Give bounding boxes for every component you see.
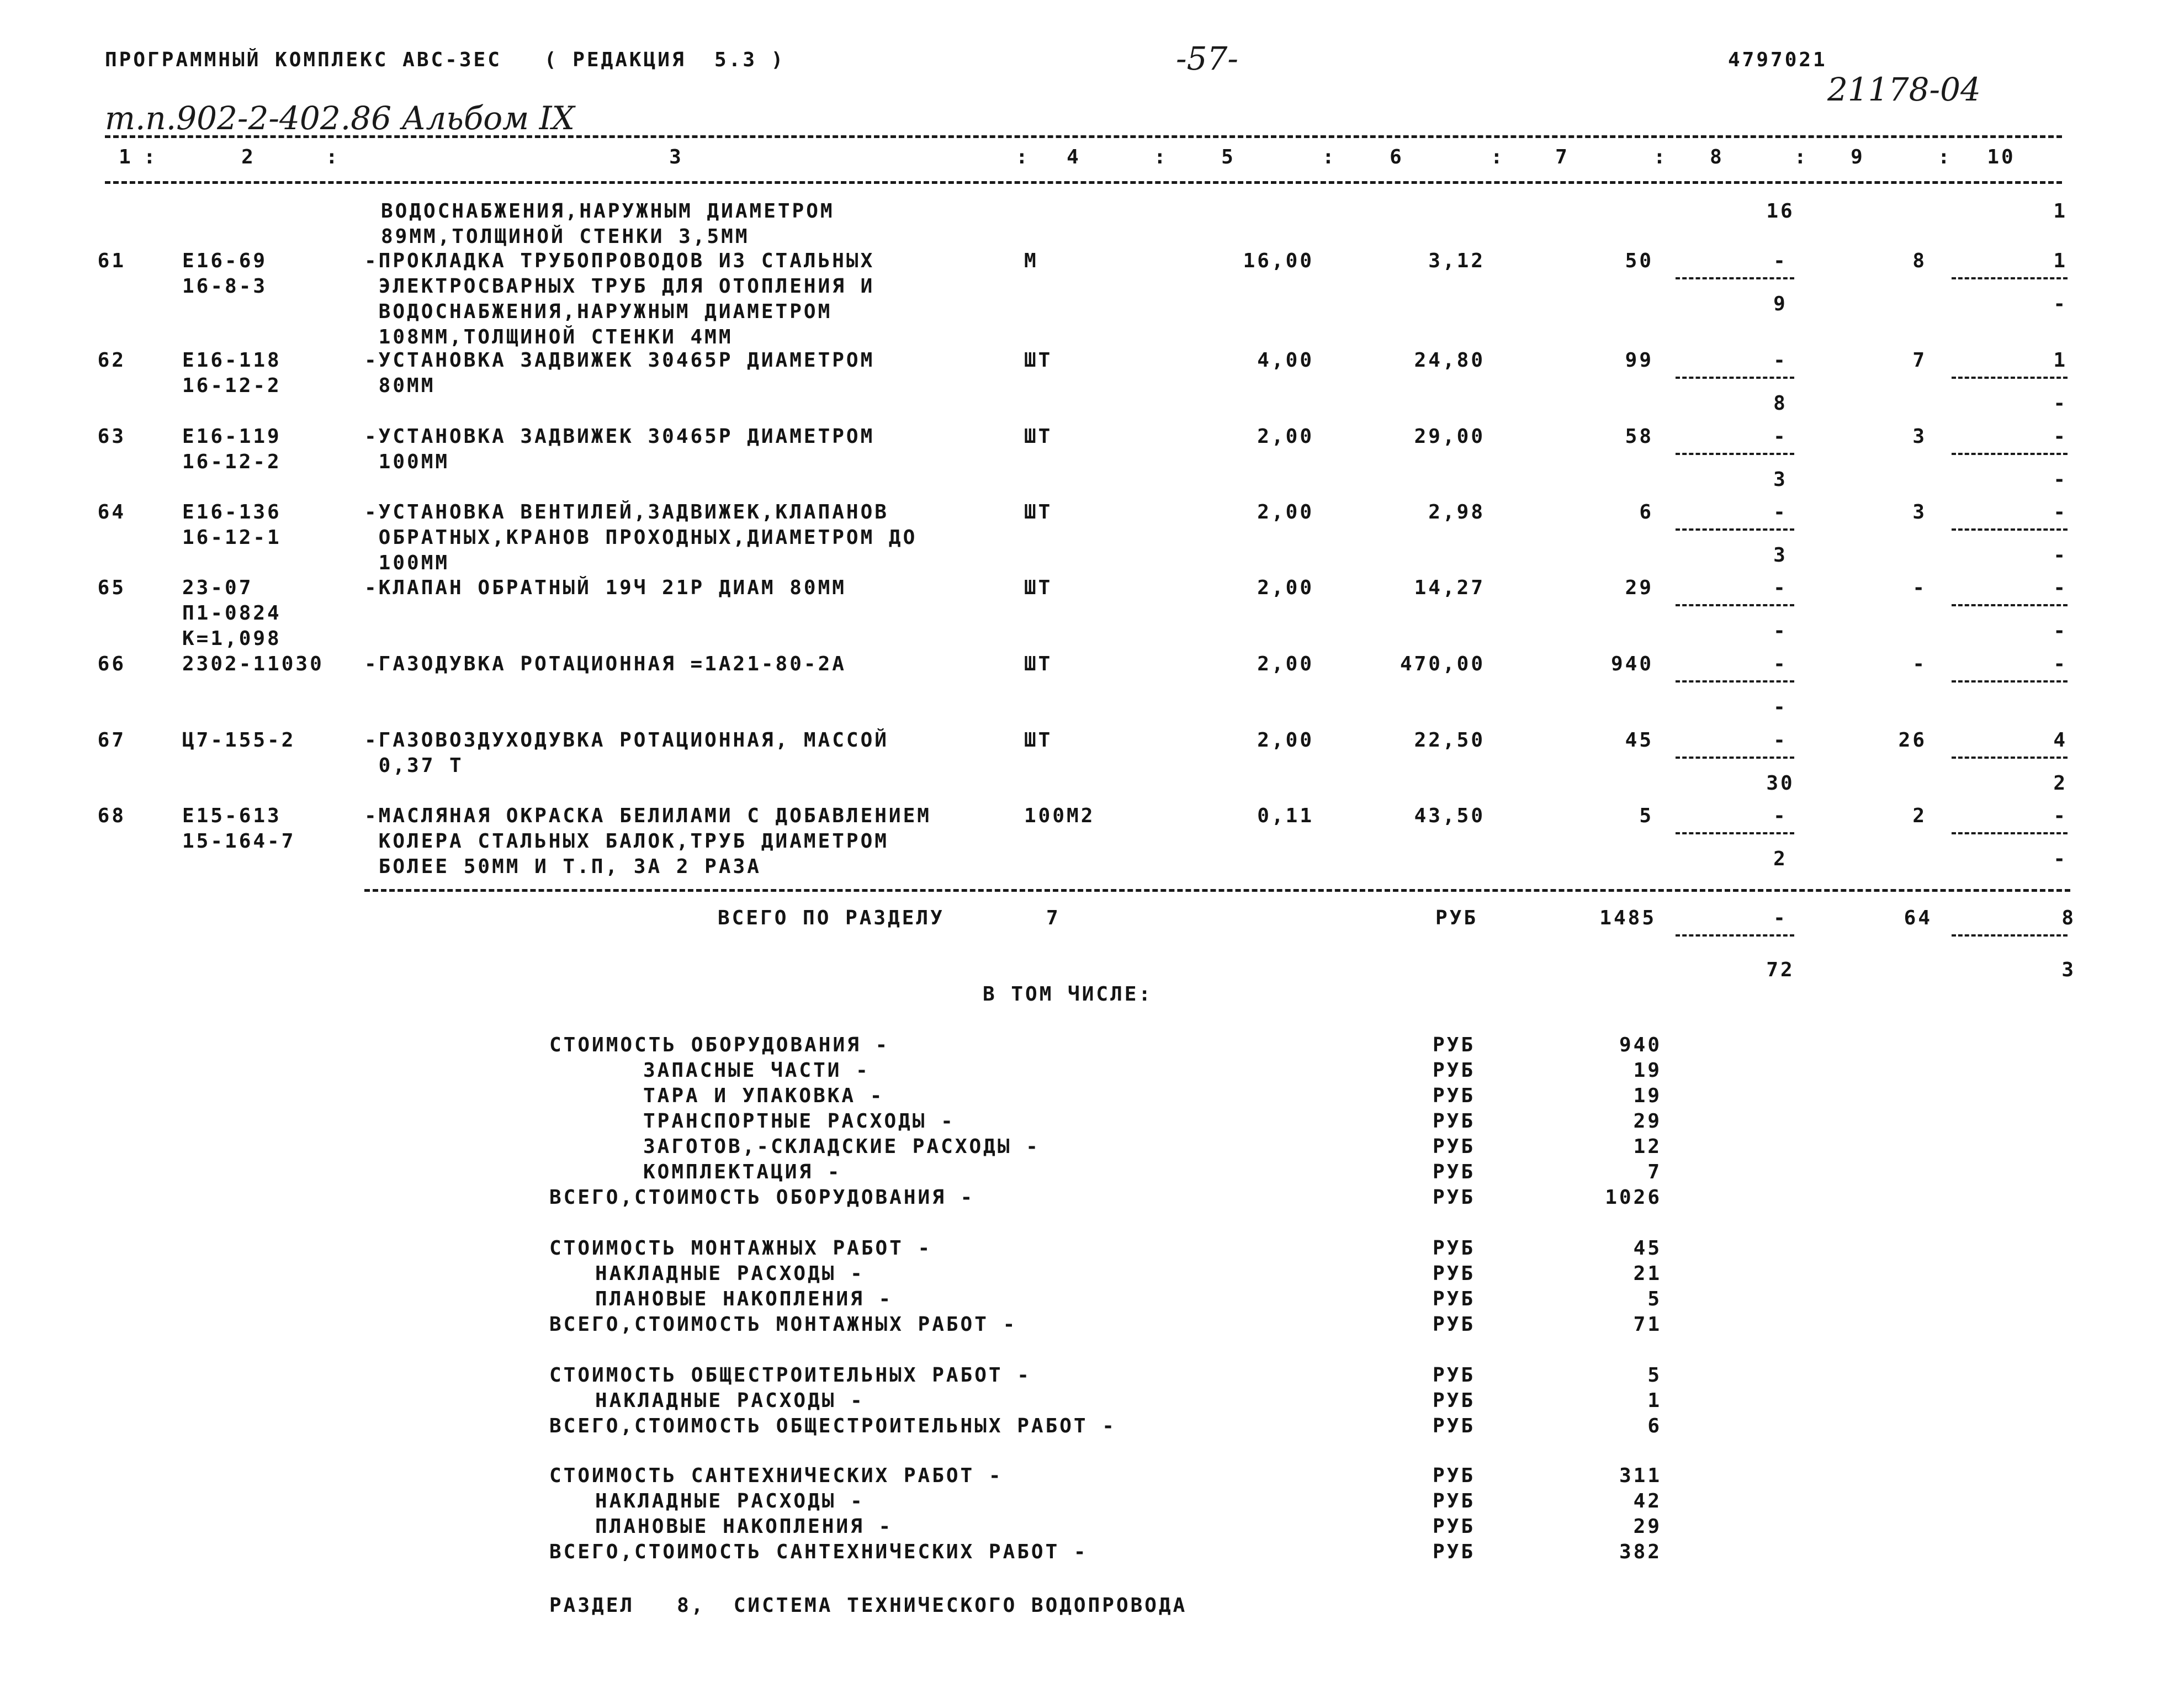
work-description: 100ММ (364, 451, 450, 473)
work-description: -ГАЗОВОЗДУХОДУВКА РОТАЦИОННАЯ, МАССОЙ (364, 729, 889, 752)
section-total-col8: - (1773, 907, 1788, 929)
rate-code: 16-12-2 (182, 374, 282, 397)
work-description: 108ММ,ТОЛЩИНОЙ СТЕНКИ 4ММ (364, 326, 733, 348)
col8-fraction-rule (1676, 453, 1794, 455)
work-description: -КЛАПАН ОБРАТНЫЙ 19Ч 21Р ДИАМ 80ММ (364, 576, 846, 599)
summary-value: 5 (1647, 1364, 1662, 1387)
unit: ШТ (1024, 653, 1053, 675)
summary-unit: РУБ (1433, 1541, 1476, 1563)
col9-value: 26 (1898, 729, 1927, 752)
rate-code: Е16-136 (182, 501, 282, 523)
rate-code: Е16-119 (182, 425, 282, 448)
total-cost: 29 (1625, 576, 1653, 599)
quantity: 2,00 (1257, 653, 1314, 675)
total-cost: 940 (1610, 653, 1653, 675)
col10-fraction-rule (1952, 277, 2068, 279)
col8-subvalue: 30 (1766, 772, 1795, 795)
col10-fraction-rule (1952, 832, 2068, 834)
summary-value: 6 (1647, 1415, 1662, 1437)
col8-subvalue: 8 (1773, 392, 1788, 415)
col9-value: 3 (1912, 501, 1927, 523)
quantity: 2,00 (1257, 576, 1314, 599)
work-description: -ПРОКЛАДКА ТРУБОПРОВОДОВ ИЗ СТАЛЬНЫХ (364, 250, 875, 272)
row-number: 63 (97, 425, 126, 448)
summary-label: ЗАГОТОВ,-СКЛАДСКИЕ РАСХОДЫ - (643, 1135, 1040, 1158)
rate-code: 16-12-1 (182, 526, 282, 549)
summary-unit: РУБ (1433, 1135, 1476, 1158)
total-cost: 5 (1639, 805, 1653, 827)
summary-value: 382 (1619, 1541, 1662, 1563)
column-header: 5 (1221, 146, 1236, 168)
column-header: 8 (1710, 146, 1724, 168)
summary-value: 29 (1633, 1515, 1662, 1538)
summary-value: 940 (1619, 1034, 1662, 1056)
column-header: 4 (1067, 146, 1081, 168)
col9-value: 7 (1912, 349, 1927, 372)
summary-unit: РУБ (1433, 1490, 1476, 1512)
summary-unit: РУБ (1433, 1313, 1476, 1336)
col8-fraction-rule (1676, 757, 1794, 759)
column-header: 1 (119, 146, 133, 168)
rate-code: Е16-118 (182, 349, 282, 372)
summary-label: ТАРА И УПАКОВКА - (643, 1085, 884, 1107)
section-total-number: 7 (1046, 907, 1061, 929)
summary-label: НАКЛАДНЫЕ РАСХОДЫ - (595, 1262, 865, 1285)
col10-value: - (2053, 653, 2068, 675)
summary-value: 45 (1633, 1237, 1662, 1260)
summary-label: ВСЕГО,СТОИМОСТЬ ОБОРУДОВАНИЯ - (549, 1186, 975, 1209)
quantity: 2,00 (1257, 501, 1314, 523)
work-description: БОЛЕЕ 50ММ И Т.П, ЗА 2 РАЗА (364, 855, 761, 878)
col8-subvalue: - (1773, 620, 1788, 642)
program-title: ПРОГРАММНЫЙ КОМПЛЕКС АВС-3ЕС ( РЕДАКЦИЯ 5.3 ) (105, 49, 786, 71)
summary-label: ТРАНСПОРТНЫЕ РАСХОДЫ - (643, 1110, 955, 1133)
work-description: -МАСЛЯНАЯ ОКРАСКА БЕЛИЛАМИ С ДОБАВЛЕНИЕМ (364, 805, 931, 827)
row-number: 61 (97, 250, 126, 272)
col8-fraction-rule (1676, 680, 1794, 683)
unit-price: 3,12 (1428, 250, 1485, 272)
rate-code: П1-0824 (182, 602, 282, 625)
work-description: -УСТАНОВКА ЗАДВИЖЕК 30465Р ДИАМЕТРОМ (364, 425, 875, 448)
row-number: 66 (97, 653, 126, 675)
col8-subvalue: 2 (1773, 848, 1788, 870)
col8-fraction-rule (1676, 528, 1794, 531)
rate-code: К=1,098 (182, 627, 282, 650)
summary-label: ПЛАНОВЫЕ НАКОПЛЕНИЯ - (595, 1515, 893, 1538)
col8-subvalue: 3 (1773, 544, 1788, 567)
summary-label: ВСЕГО,СТОИМОСТЬ САНТЕХНИЧЕСКИХ РАБОТ - (549, 1541, 1088, 1563)
summary-unit: РУБ (1433, 1237, 1476, 1260)
column-separator: : (1154, 146, 1168, 168)
column-separator: : (326, 146, 340, 168)
work-description: 80ММ (364, 374, 436, 397)
col8-value: - (1773, 425, 1788, 448)
work-description: ВОДОСНАБЖЕНИЯ,НАРУЖНЫМ ДИАМЕТРОМ (364, 300, 833, 323)
summary-unit: РУБ (1433, 1059, 1476, 1082)
summary-unit: РУБ (1433, 1364, 1476, 1387)
col8-value: 16 (1766, 200, 1795, 223)
unit: ШТ (1024, 501, 1053, 523)
row-number: 67 (97, 729, 126, 752)
section-total-unit: РУБ (1435, 907, 1478, 929)
column-separator: : (1322, 146, 1337, 168)
total-cost: 58 (1625, 425, 1653, 448)
section-separator-rule (364, 889, 2070, 892)
work-description: ЭЛЕКТРОСВАРНЫХ ТРУБ ДЛЯ ОТОПЛЕНИЯ И (364, 275, 875, 298)
rate-code: Е16-69 (182, 250, 268, 272)
summary-label: ЗАПАСНЫЕ ЧАСТИ - (643, 1059, 870, 1082)
section-total-col8-sub: 72 (1766, 959, 1795, 981)
summary-value: 7 (1647, 1161, 1662, 1183)
total-cost: 99 (1625, 349, 1653, 372)
column-separator: : (1016, 146, 1030, 168)
summary-value: 71 (1633, 1313, 1662, 1336)
col10-fraction-rule (1952, 757, 2068, 759)
col8-value: - (1773, 250, 1788, 272)
col9-value: 3 (1912, 425, 1927, 448)
unit-price: 22,50 (1414, 729, 1485, 752)
unit-price: 14,27 (1414, 576, 1485, 599)
total-cost: 45 (1625, 729, 1653, 752)
summary-unit: РУБ (1433, 1515, 1476, 1538)
including-title: В ТОМ ЧИСЛЕ: (983, 983, 1153, 1006)
next-section-title: РАЗДЕЛ 8, СИСТЕМА ТЕХНИЧЕСКОГО ВОДОПРОВОДА (549, 1594, 1188, 1617)
col10-subvalue: - (2053, 468, 2068, 491)
total-cost: 6 (1639, 501, 1653, 523)
summary-value: 1026 (1605, 1186, 1662, 1209)
col10-subvalue: - (2053, 392, 2068, 415)
col8-value: - (1773, 653, 1788, 675)
col10-fraction-rule (1952, 453, 2068, 455)
col8-fraction-rule (1676, 832, 1794, 834)
col8-value: - (1773, 805, 1788, 827)
col9-value: - (1912, 576, 1927, 599)
col10-value: 1 (2053, 250, 2068, 272)
table-top-rule (105, 135, 2062, 138)
quantity: 16,00 (1243, 250, 1314, 272)
section-total-col10-rule (1952, 934, 2068, 937)
column-header: 7 (1555, 146, 1570, 168)
summary-value: 29 (1633, 1110, 1662, 1133)
quantity: 2,00 (1257, 729, 1314, 752)
col10-fraction-rule (1952, 528, 2068, 531)
summary-value: 311 (1619, 1464, 1662, 1487)
col10-subvalue: 2 (2053, 772, 2068, 795)
handwritten-code: 21178-04 (1827, 71, 1981, 108)
work-description: -ГАЗОДУВКА РОТАЦИОННАЯ =1А21-80-2А (364, 653, 846, 675)
col8-value: - (1773, 349, 1788, 372)
summary-label: НАКЛАДНЫЕ РАСХОДЫ - (595, 1490, 865, 1512)
section-total-label: ВСЕГО ПО РАЗДЕЛУ (718, 907, 945, 929)
rate-code: 15-164-7 (182, 830, 296, 853)
summary-unit: РУБ (1433, 1085, 1476, 1107)
summary-label: НАКЛАДНЫЕ РАСХОДЫ - (595, 1389, 865, 1412)
col10-subvalue: - (2053, 293, 2068, 315)
unit: ШТ (1024, 425, 1053, 448)
col8-subvalue: 3 (1773, 468, 1788, 491)
col8-fraction-rule (1676, 277, 1794, 279)
col10-subvalue: - (2053, 848, 2068, 870)
column-separator: : (1653, 146, 1668, 168)
summary-unit: РУБ (1433, 1389, 1476, 1412)
summary-unit: РУБ (1433, 1415, 1476, 1437)
row-number: 62 (97, 349, 126, 372)
rate-code: 2302-11030 (182, 653, 324, 675)
summary-value: 5 (1647, 1288, 1662, 1310)
column-separator: : (1794, 146, 1809, 168)
rate-code: 23-07 (182, 576, 253, 599)
work-description: ОБРАТНЫХ,КРАНОВ ПРОХОДНЫХ,ДИАМЕТРОМ ДО (364, 526, 918, 549)
col9-value: - (1912, 653, 1927, 675)
rate-code: Ц7-155-2 (182, 729, 296, 752)
section-total-value: 1485 (1599, 907, 1656, 929)
col8-value: - (1773, 501, 1788, 523)
section-total-col10-sub: 3 (2061, 959, 2076, 981)
summary-label: КОМПЛЕКТАЦИЯ - (643, 1161, 842, 1183)
col8-subvalue: - (1773, 696, 1788, 718)
summary-value: 12 (1633, 1135, 1662, 1158)
column-separator: : (144, 146, 158, 168)
rate-code: 16-12-2 (182, 451, 282, 473)
summary-unit: РУБ (1433, 1288, 1476, 1310)
column-header: 6 (1390, 146, 1404, 168)
col8-fraction-rule (1676, 377, 1794, 379)
col8-value: - (1773, 576, 1788, 599)
summary-label: СТОИМОСТЬ ОБЩЕСТРОИТЕЛЬНЫХ РАБОТ - (549, 1364, 1031, 1387)
col10-value: 4 (2053, 729, 2068, 752)
col10-value: - (2053, 425, 2068, 448)
summary-value: 21 (1633, 1262, 1662, 1285)
col10-fraction-rule (1952, 680, 2068, 683)
quantity: 4,00 (1257, 349, 1314, 372)
work-description: -УСТАНОВКА ЗАДВИЖЕК 30465Р ДИАМЕТРОМ (364, 349, 875, 372)
summary-unit: РУБ (1433, 1464, 1476, 1487)
summary-label: ПЛАНОВЫЕ НАКОПЛЕНИЯ - (595, 1288, 893, 1310)
summary-label: СТОИМОСТЬ САНТЕХНИЧЕСКИХ РАБОТ - (549, 1464, 1003, 1487)
summary-unit: РУБ (1433, 1161, 1476, 1183)
document-number: 4797021 (1728, 49, 1827, 71)
section-total-col10: 8 (2061, 907, 2076, 929)
column-header: 10 (1987, 146, 2016, 168)
column-header: 9 (1851, 146, 1865, 168)
row-number: 65 (97, 576, 126, 599)
section-total-col9: 64 (1904, 907, 1932, 929)
unit-price: 2,98 (1428, 501, 1485, 523)
rate-code: Е15-613 (182, 805, 282, 827)
handwritten-album-note: т.п.902-2-402.86 Альбом IX (105, 99, 575, 137)
col10-value: - (2053, 576, 2068, 599)
work-description: 0,37 Т (364, 754, 464, 777)
unit-price: 29,00 (1414, 425, 1485, 448)
summary-label: ВСЕГО,СТОИМОСТЬ МОНТАЖНЫХ РАБОТ - (549, 1313, 1017, 1336)
column-separator: : (1938, 146, 1952, 168)
col10-subvalue: - (2053, 620, 2068, 642)
summary-unit: РУБ (1433, 1186, 1476, 1209)
col8-fraction-rule (1676, 604, 1794, 606)
page-number: -57- (1176, 40, 1238, 77)
summary-label: ВСЕГО,СТОИМОСТЬ ОБЩЕСТРОИТЕЛЬНЫХ РАБОТ - (549, 1415, 1116, 1437)
col8-subvalue: 9 (1773, 293, 1788, 315)
summary-value: 1 (1647, 1389, 1662, 1412)
col10-value: - (2053, 805, 2068, 827)
unit: ШТ (1024, 576, 1053, 599)
summary-value: 19 (1633, 1059, 1662, 1082)
col10-value: 1 (2053, 349, 2068, 372)
col8-value: - (1773, 729, 1788, 752)
summary-value: 19 (1633, 1085, 1662, 1107)
summary-unit: РУБ (1433, 1034, 1476, 1056)
col10-subvalue: - (2053, 544, 2068, 567)
unit-price: 24,80 (1414, 349, 1485, 372)
work-description: 89ММ,ТОЛЩИНОЙ СТЕНКИ 3,5ММ (381, 225, 750, 248)
work-description: ВОДОСНАБЖЕНИЯ,НАРУЖНЫМ ДИАМЕТРОМ (381, 200, 835, 223)
unit: ШТ (1024, 729, 1053, 752)
summary-value: 42 (1633, 1490, 1662, 1512)
col9-value: 2 (1912, 805, 1927, 827)
unit: 100М2 (1024, 805, 1095, 827)
unit: М (1024, 250, 1038, 272)
quantity: 0,11 (1257, 805, 1314, 827)
row-number: 68 (97, 805, 126, 827)
work-description: -УСТАНОВКА ВЕНТИЛЕЙ,ЗАДВИЖЕК,КЛАПАНОВ (364, 501, 889, 523)
unit: ШТ (1024, 349, 1053, 372)
col10-value: 1 (2053, 200, 2068, 223)
summary-label: СТОИМОСТЬ МОНТАЖНЫХ РАБОТ - (549, 1237, 932, 1260)
unit-price: 470,00 (1400, 653, 1485, 675)
row-number: 64 (97, 501, 126, 523)
summary-unit: РУБ (1433, 1262, 1476, 1285)
column-separator: : (1491, 146, 1505, 168)
summary-label: СТОИМОСТЬ ОБОРУДОВАНИЯ - (549, 1034, 890, 1056)
header-bottom-rule (105, 181, 2062, 184)
total-cost: 50 (1625, 250, 1653, 272)
section-total-col8-rule (1676, 934, 1794, 937)
col10-fraction-rule (1952, 604, 2068, 606)
summary-unit: РУБ (1433, 1110, 1476, 1133)
unit-price: 43,50 (1414, 805, 1485, 827)
col10-value: - (2053, 501, 2068, 523)
column-header: 3 (669, 146, 683, 168)
quantity: 2,00 (1257, 425, 1314, 448)
rate-code: 16-8-3 (182, 275, 268, 298)
work-description: 100ММ (364, 552, 450, 574)
work-description: КОЛЕРА СТАЛЬНЫХ БАЛОК,ТРУБ ДИАМЕТРОМ (364, 830, 889, 853)
column-header: 2 (241, 146, 256, 168)
col10-fraction-rule (1952, 377, 2068, 379)
col9-value: 8 (1912, 250, 1927, 272)
